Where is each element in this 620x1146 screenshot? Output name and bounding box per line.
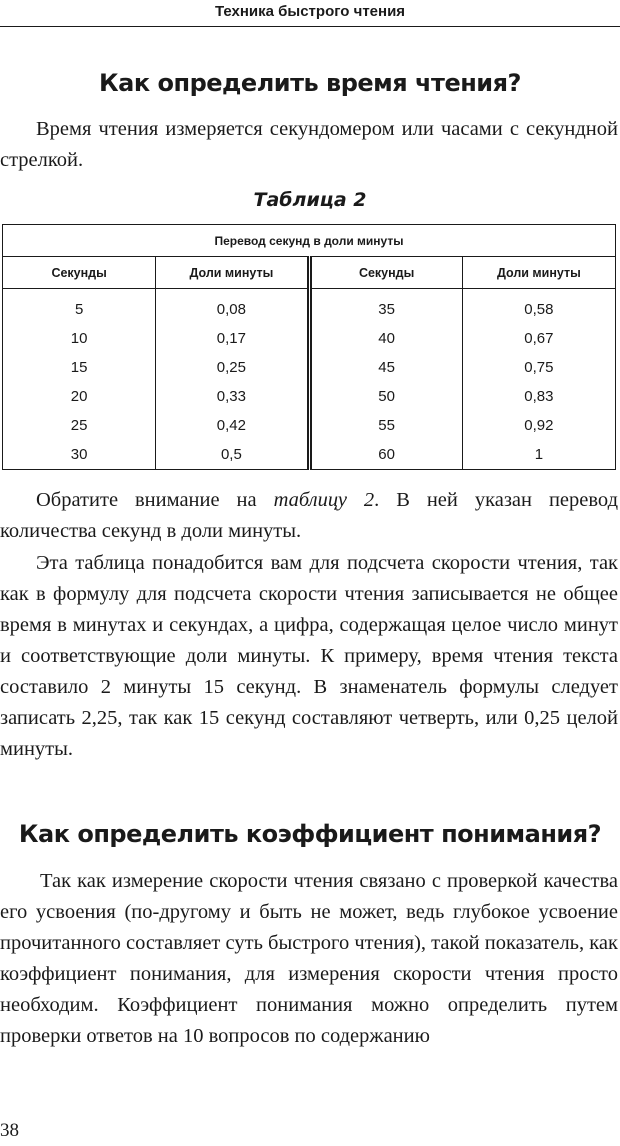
table-cell: 0,25 [156,353,309,382]
table-cell: 45 [309,353,462,382]
table-cell: 25 [3,411,156,440]
table-cell: 5 [3,289,156,325]
table-cell: 35 [309,289,462,325]
table-cell: 0,42 [156,411,309,440]
table-row [3,440,616,470]
table-cell: 1 [462,440,615,470]
table-cell: 0,33 [156,382,309,411]
table-title: Перевод секунд в доли минуты [3,225,616,257]
table-caption: Таблица 2 [253,189,367,211]
table-cell: 0,67 [462,324,615,353]
table-reference-emphasis: таблицу 2 [273,489,375,511]
table-cell: 0,75 [462,353,615,382]
paragraph-table-reference [0,485,618,547]
paragraph-formula-explanation: Эта таблица понадобится вам для подсчета скорости чтения, так как в формулу для подсчета скорости чтения записывается не общее время в минутах и секундах, а цифра, содержащая целое число минут и соответствующие доли минуты. К примеру, время чтения текста составило 2 минуты 15 секунд. В знаменатель формулы следует записать 2,25, так как 15 секунд составляют четверть, или 0,25 целой минуты. [0,552,618,760]
table-cell: 20 [3,382,156,411]
table-row [3,289,616,325]
table-cell: 30 [3,440,156,470]
running-head: Техника быстрого чтения [0,0,620,27]
table-row [3,382,616,411]
table-cell: 60 [309,440,462,470]
table-header-row [3,257,616,289]
table-cell: 0,17 [156,324,309,353]
table-row [3,324,616,353]
table-cell: 0,83 [462,382,615,411]
col-header-minute-fraction: Доли минуты [462,257,615,289]
table-row [3,411,616,440]
table-cell: 0,92 [462,411,615,440]
table-cell: 55 [309,411,462,440]
section-heading-reading-time: Как определить время чтения? [99,69,521,97]
table-cell: 0,58 [462,289,615,325]
paragraph-text: Обратите внимание на [36,489,274,511]
paragraph-text: . В ней указан перевод количества секунд в доли минуты. [0,489,618,542]
paragraph-comprehension: Так как измерение скорости чтения связано с проверкой качества его усвоения (по-другому и быть не может, ведь глубокое усвоение прочитанного составляет суть быстрого чтения), такой показатель, как коэффициент понимания, для измерения скорости чтения просто необходим. Коэффициент понимания можно определить путем проверки ответов на 10 вопросов по содержанию [0,870,618,1047]
table-cell: 10 [3,324,156,353]
col-header-minute-fraction: Доли минуты [156,257,309,289]
page-number: 38 [0,1120,19,1141]
table-row [3,353,616,382]
intro-paragraph: Время чтения измеряется секундомером или часами с секундной стрелкой. [0,118,618,171]
col-header-seconds: Секунды [309,257,462,289]
table-cell: 40 [309,324,462,353]
section-heading-comprehension: Как определить коэффициент понимания? [18,820,602,848]
table-cell: 0,5 [156,440,309,470]
seconds-conversion-table [2,224,616,470]
table-cell: 0,08 [156,289,309,325]
col-header-seconds: Секунды [3,257,156,289]
table-cell: 15 [3,353,156,382]
table-cell: 50 [309,382,462,411]
